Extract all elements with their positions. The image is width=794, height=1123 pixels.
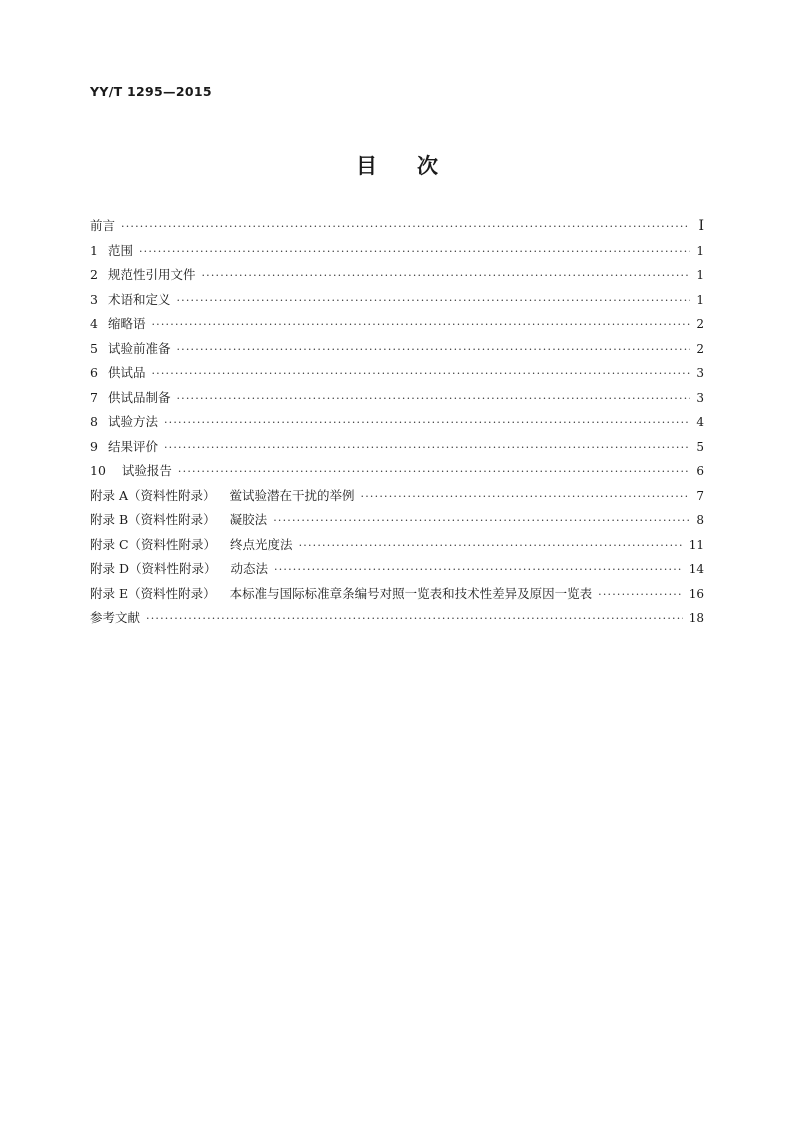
- toc-entry-annex-d[interactable]: [90, 559, 704, 584]
- toc-entry-page: I: [698, 218, 704, 234]
- toc-entry-number: 6: [90, 365, 98, 380]
- toc-entry-page: 7: [696, 488, 704, 503]
- toc-entry-page: 1: [696, 243, 704, 258]
- toc-entry-label: 规范性引用文件: [107, 267, 196, 282]
- toc-leader-dots: [164, 441, 690, 454]
- toc-entry-6[interactable]: [90, 363, 704, 388]
- title-char-2: 次: [417, 154, 438, 178]
- toc-entry-annex-a[interactable]: [90, 486, 704, 511]
- toc-leader-dots: [139, 245, 690, 258]
- toc-entry-annex-b[interactable]: [90, 510, 704, 535]
- toc-entry-page: 16: [688, 586, 704, 601]
- toc-entry-label: 试验报告: [121, 463, 172, 478]
- toc-leader-dots: [151, 318, 690, 331]
- toc-entry-10[interactable]: [90, 461, 704, 486]
- toc-entry-label: 试验前准备: [107, 340, 171, 356]
- toc-entry-number: 4: [90, 316, 98, 331]
- toc-entry-1[interactable]: [90, 241, 704, 266]
- toc-entry-label: 前言: [90, 218, 116, 233]
- toc-entry-5[interactable]: [90, 339, 704, 364]
- toc-annex-prefix: 附录 B（资料性附录）: [90, 512, 216, 527]
- toc-entry-label: 供试品: [107, 365, 146, 380]
- toc-leader-dots: [176, 294, 690, 307]
- toc-leader-dots: [201, 269, 690, 282]
- toc-entry-page: 14: [688, 562, 704, 576]
- toc-entry-number: 7: [90, 389, 98, 405]
- toc-entry-label: 试验方法: [107, 414, 158, 429]
- toc-entry-label: 动态法: [230, 561, 269, 576]
- toc-entry-foreword[interactable]: [90, 216, 704, 241]
- toc-annex-prefix: 附录 A（资料性附录）: [90, 487, 216, 503]
- toc-annex-prefix: 附录 C（资料性附录）: [90, 536, 217, 552]
- toc-leader-dots: [176, 343, 690, 356]
- toc-entry-label: 凝胶法: [229, 512, 268, 527]
- toc-entry-label: 范围: [107, 242, 133, 258]
- toc-entry-page: 1: [696, 268, 704, 282]
- toc-entry-page: 8: [696, 513, 704, 527]
- toc-entry-number: 2: [90, 267, 98, 282]
- toc-leader-dots: [273, 514, 690, 527]
- toc-entry-number: 10: [90, 463, 106, 478]
- toc-entry-label: 本标准与国际标准章条编号对照一览表和技术性差异及原因一览表: [229, 585, 593, 601]
- toc-entry-8[interactable]: [90, 412, 704, 437]
- toc-entry-references[interactable]: [90, 608, 704, 633]
- toc-leader-dots: [598, 588, 683, 601]
- toc-leader-dots: [121, 220, 690, 233]
- toc-entry-label: 鲎试验潜在干扰的举例: [229, 487, 355, 503]
- toc-entry-page: 2: [696, 341, 704, 356]
- table-of-contents: [90, 216, 704, 633]
- toc-entry-annex-c[interactable]: [90, 535, 704, 560]
- toc-entry-page: 18: [688, 611, 704, 625]
- toc-entry-4[interactable]: [90, 314, 704, 339]
- toc-annex-prefix: 附录 D（资料性附录）: [90, 561, 217, 576]
- toc-entry-page: 1: [696, 292, 704, 307]
- toc-entry-page: 4: [696, 415, 704, 429]
- toc-entry-page: 6: [696, 464, 704, 478]
- standard-code: YY/T 1295—2015: [90, 84, 212, 99]
- toc-entry-number: 1: [90, 242, 98, 258]
- toc-leader-dots: [361, 490, 690, 503]
- toc-entry-label: 终点光度法: [230, 536, 293, 552]
- toc-entry-page: 5: [696, 439, 704, 454]
- toc-entry-page: 3: [696, 390, 704, 405]
- toc-entry-3[interactable]: [90, 290, 704, 315]
- toc-entry-9[interactable]: [90, 437, 704, 462]
- toc-entry-label: 结果评价: [107, 438, 158, 454]
- toc-leader-dots: [146, 612, 683, 625]
- toc-entry-annex-e[interactable]: [90, 584, 704, 609]
- toc-entry-2[interactable]: [90, 265, 704, 290]
- toc-leader-dots: [176, 392, 690, 405]
- toc-leader-dots: [178, 465, 690, 478]
- toc-leader-dots: [151, 367, 690, 380]
- toc-entry-page: 3: [696, 366, 704, 380]
- toc-entry-number: 8: [90, 414, 98, 429]
- toc-entry-7[interactable]: [90, 388, 704, 413]
- toc-entry-page: 2: [696, 317, 704, 331]
- toc-leader-dots: [299, 539, 683, 552]
- toc-annex-prefix: 附录 E（资料性附录）: [90, 585, 216, 601]
- toc-entry-page: 11: [688, 537, 704, 552]
- toc-entry-label: 供试品制备: [107, 389, 171, 405]
- page-title: [0, 150, 794, 180]
- toc-leader-dots: [274, 563, 683, 576]
- title-char-1: 目: [356, 154, 377, 178]
- toc-entry-label: 术语和定义: [107, 291, 171, 307]
- toc-entry-label: 缩略语: [107, 316, 146, 331]
- toc-entry-number: 9: [90, 438, 98, 454]
- toc-entry-label: 参考文献: [90, 610, 141, 625]
- toc-entry-number: 3: [90, 291, 98, 307]
- toc-leader-dots: [164, 416, 690, 429]
- toc-entry-number: 5: [90, 340, 98, 356]
